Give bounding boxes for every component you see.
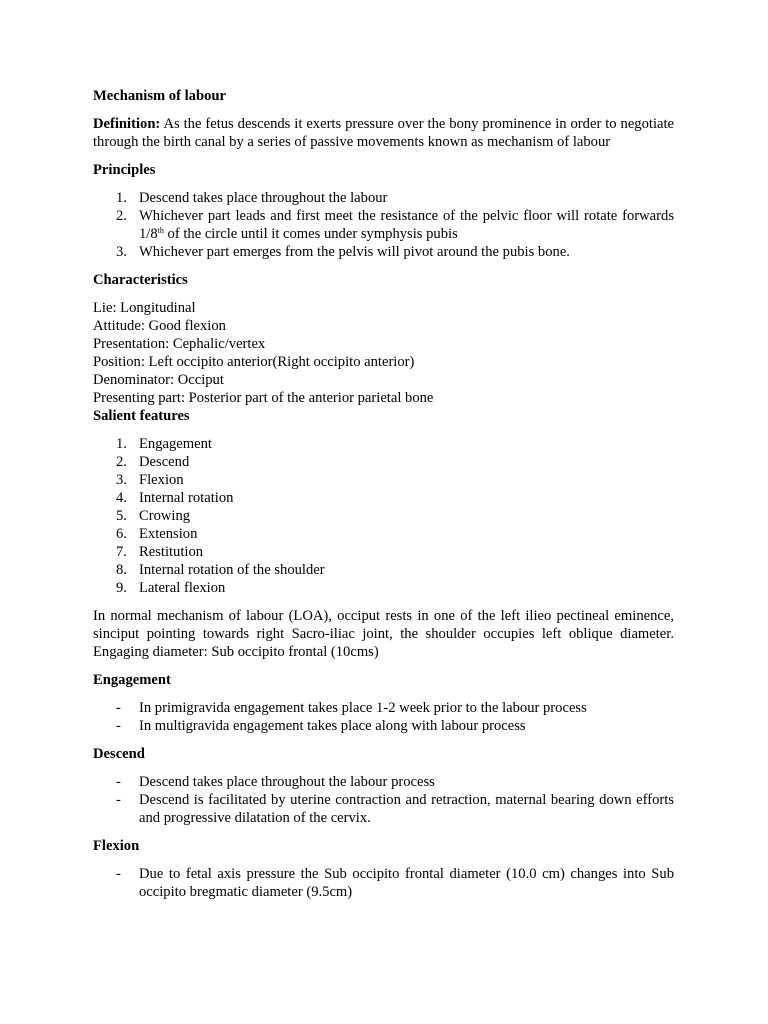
list-item [93, 579, 674, 597]
list-item-text: Restitution [139, 544, 204, 560]
characteristics-lines [93, 299, 674, 407]
list-item-text: Due to fetal axis pressure the Sub occipito frontal diameter (10.0 cm) changes into Sub occipito bregmatic diameter (9.5cm) [139, 866, 674, 900]
list-item [93, 717, 674, 735]
list-item-text: Internal rotation [139, 490, 234, 506]
list-item-text: Crowing [139, 508, 191, 524]
list-item-text: of the circle until it comes under symphysis pubis [163, 226, 458, 242]
list-item [93, 865, 674, 901]
descend-list [93, 773, 674, 827]
characteristics-heading: Characteristics [93, 272, 188, 288]
list-item-text: Whichever part leads and first meet the resistance of the pelvic floor will rotate forwards 1/8 [139, 208, 674, 242]
list-marker: 6. [116, 526, 127, 542]
characteristic-line: Position: Left occipito anterior(Right occipito anterior) [93, 354, 415, 370]
list-marker: - [116, 866, 121, 882]
list-item [93, 525, 674, 543]
document-title: Mechanism of labour [93, 88, 226, 104]
descend-heading: Descend [93, 746, 145, 762]
list-marker: 4. [116, 490, 127, 506]
list-item [93, 699, 674, 717]
list-item [93, 435, 674, 453]
list-marker: 9. [116, 580, 127, 596]
list-item-text: Extension [139, 526, 198, 542]
principles-heading: Principles [93, 162, 156, 178]
list-item [93, 243, 674, 261]
list-item-text: Internal rotation of the shoulder [139, 562, 325, 578]
list-item-text: Descend is facilitated by uterine contraction and retraction, maternal bearing down efforts and progressive dilatation of the cervix. [139, 792, 674, 826]
list-marker: 1. [116, 436, 127, 452]
list-item-text: In multigravida engagement takes place along with labour process [139, 718, 526, 734]
engagement-list [93, 699, 674, 735]
list-marker: - [116, 700, 121, 716]
list-marker: 5. [116, 508, 127, 524]
list-item [93, 471, 674, 489]
definition-paragraph [93, 115, 674, 151]
characteristic-line: Denominator: Occiput [93, 372, 224, 388]
definition-text: As the fetus descends it exerts pressure over the bony prominence in order to negotiate through the birth canal by a series of passive movements known as mechanism of labour [93, 116, 675, 150]
list-item-text: Descend takes place throughout the labour process [139, 774, 435, 790]
list-item [93, 773, 674, 791]
list-marker: - [116, 792, 121, 808]
list-marker: - [116, 774, 121, 790]
list-item-text: Descend [139, 454, 190, 470]
list-marker: 3. [116, 472, 127, 488]
salient-features-list [93, 435, 674, 597]
list-item-text: Descend takes place throughout the labour [139, 190, 388, 206]
list-marker: 2. [116, 454, 127, 470]
engagement-heading: Engagement [93, 672, 171, 688]
list-marker: 7. [116, 544, 127, 560]
list-item [93, 791, 674, 827]
characteristic-line: Presentation: Cephalic/vertex [93, 336, 266, 352]
list-marker: 3. [116, 244, 127, 260]
document-page [93, 87, 674, 911]
normal-mechanism-paragraph: In normal mechanism of labour (LOA), occiput rests in one of the left ilieo pectineal eminence, sinciput pointing towards right Sacro-iliac joint, the shoulder occupies left oblique diameter. Engaging diameter: Sub occipito frontal (10cms) [93, 608, 674, 660]
list-marker: 8. [116, 562, 127, 578]
list-item-text: Flexion [139, 472, 184, 488]
list-marker: 1. [116, 190, 127, 206]
characteristic-line: Attitude: Good flexion [93, 318, 226, 334]
flexion-list [93, 865, 674, 901]
list-item [93, 489, 674, 507]
list-marker: - [116, 718, 121, 734]
list-item-text: Whichever part emerges from the pelvis will pivot around the pubis bone. [139, 244, 570, 260]
definition-label: Definition: [93, 116, 161, 132]
principles-list [93, 189, 674, 261]
list-item-text: Engagement [139, 436, 212, 452]
list-marker: 2. [116, 208, 127, 224]
flexion-heading: Flexion [93, 838, 140, 854]
list-item [93, 507, 674, 525]
list-item [93, 189, 674, 207]
characteristic-line: Lie: Longitudinal [93, 300, 196, 316]
list-item [93, 561, 674, 579]
salient-features-heading: Salient features [93, 408, 190, 424]
list-item [93, 207, 674, 243]
superscript: th [157, 226, 164, 235]
list-item [93, 453, 674, 471]
characteristic-line: Presenting part: Posterior part of the anterior parietal bone [93, 390, 434, 406]
list-item-text: Lateral flexion [139, 580, 226, 596]
list-item [93, 543, 674, 561]
list-item-text: In primigravida engagement takes place 1-2 week prior to the labour process [139, 700, 587, 716]
